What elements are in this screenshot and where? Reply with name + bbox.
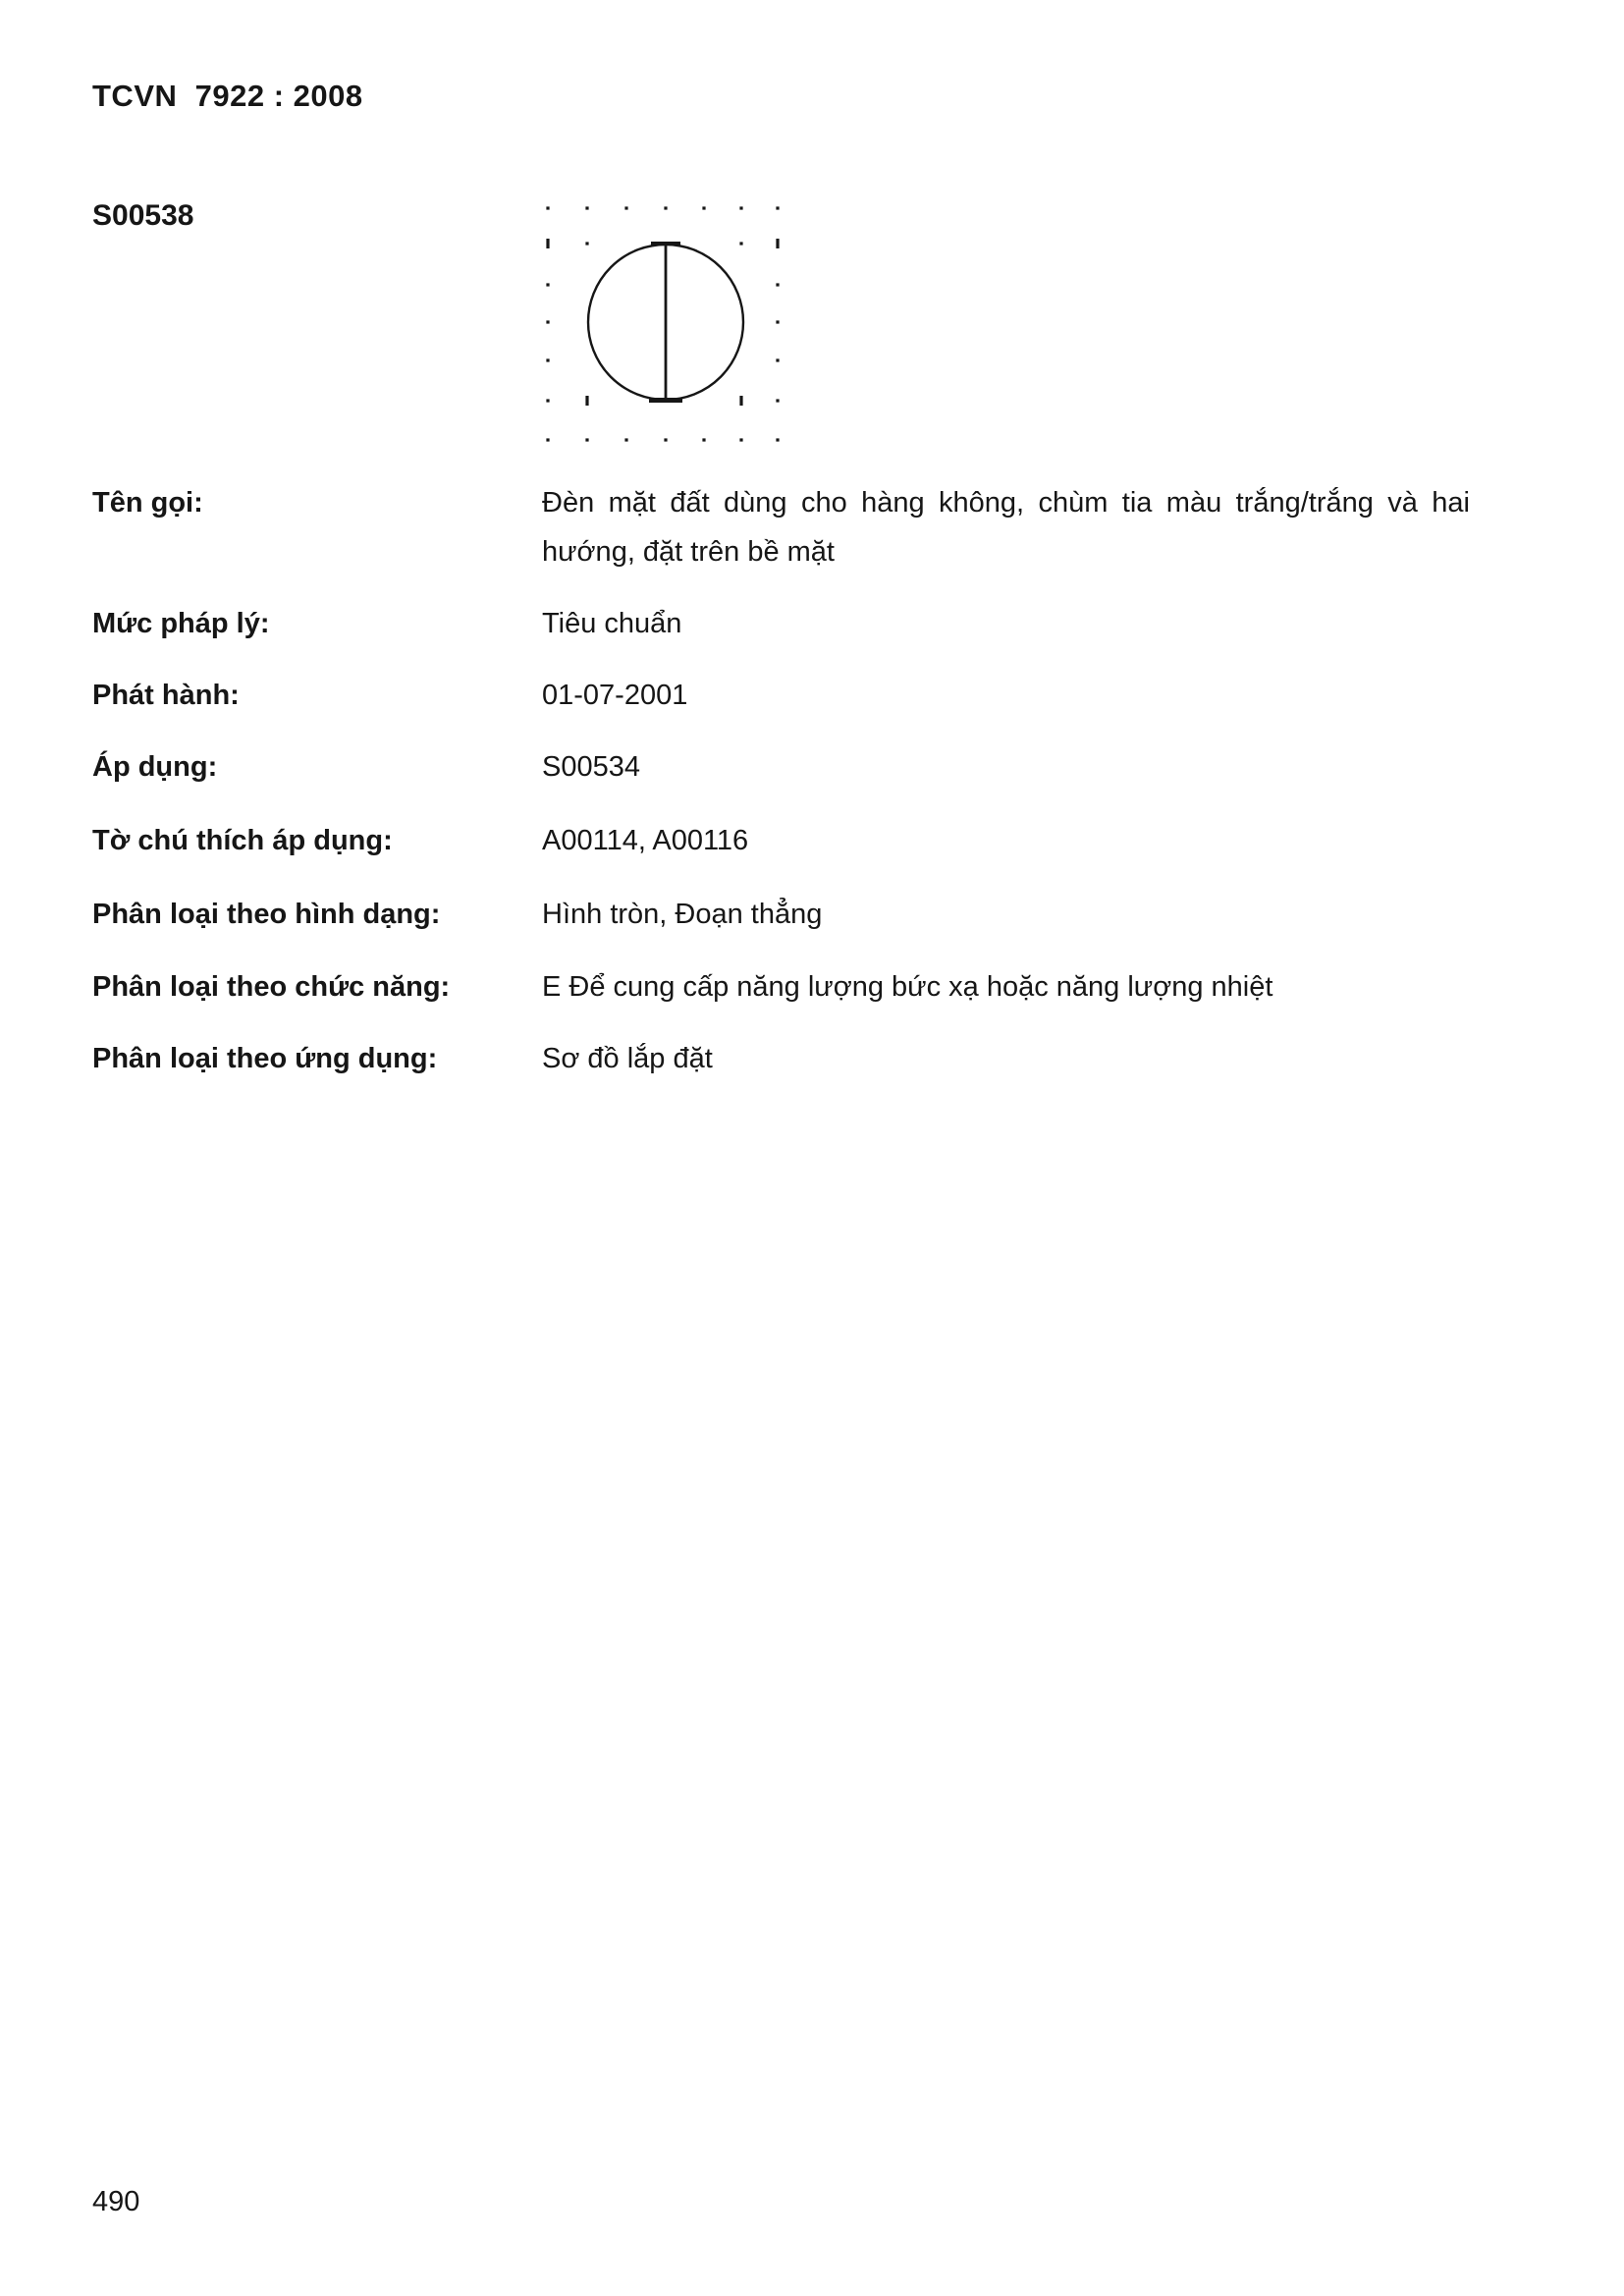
field-value: A00114, A00116 (542, 825, 749, 856)
field-label: Tờ chú thích áp dụng: (92, 825, 393, 856)
field-value: Hình tròn, Đoạn thẳng (542, 899, 823, 930)
field-label: Tên gọi: (92, 487, 203, 519)
field-value: 01-07-2001 (542, 680, 688, 711)
field-value-line: Đèn mặt đất dùng cho hàng không, chùm tia màu trắng/trắng và hai (542, 487, 1470, 519)
symbol-figure (540, 183, 789, 454)
field-value: Sơ đồ lắp đặt (542, 1043, 713, 1074)
field-label: Áp dụng: (92, 751, 218, 783)
field-label: Phân loại theo ứng dụng: (92, 1043, 438, 1074)
field-value (542, 478, 1470, 576)
field-label: Phân loại theo hình dạng: (92, 899, 441, 930)
symbol-id: S00538 (92, 199, 194, 232)
page-number: 490 (92, 2186, 140, 2217)
field-value: S00534 (542, 751, 640, 783)
field-value: E Để cung cấp năng lượng bức xạ hoặc năng lượng nhiệt (542, 971, 1273, 1003)
field-label: Phân loại theo chức năng: (92, 971, 451, 1003)
symbol-bottom-tick (649, 398, 682, 403)
field-label: Phát hành: (92, 680, 240, 711)
field-value-line: hướng, đặt trên bề mặt (542, 536, 835, 568)
symbol-top-tick (651, 242, 680, 246)
field-label: Mức pháp lý: (92, 608, 270, 639)
document-title: TCVN 7922 : 2008 (92, 79, 363, 113)
field-value: Tiêu chuẩn (542, 608, 682, 639)
